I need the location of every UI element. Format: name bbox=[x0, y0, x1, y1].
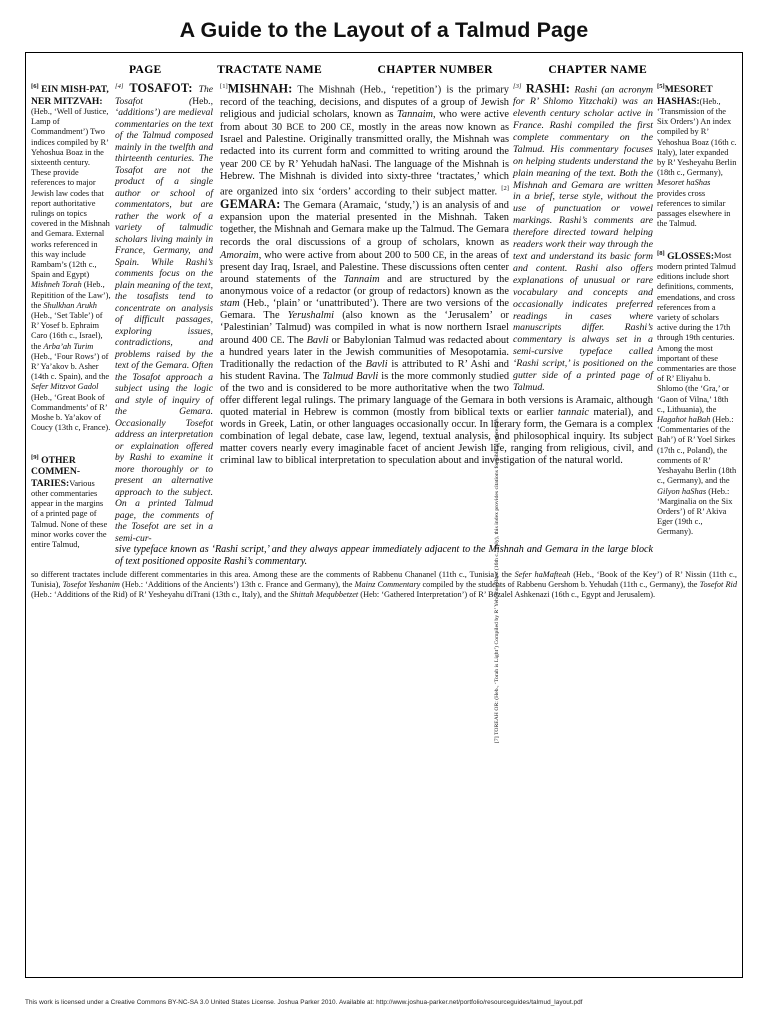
label-chapter-number: CHAPTER NUMBER bbox=[377, 63, 493, 76]
bottom-work-5: Shittah Mequbbetzet bbox=[290, 589, 359, 599]
tosafot-block bbox=[115, 81, 213, 544]
ein-mishpat-marker: [6] bbox=[31, 83, 39, 90]
mesoret-hashas-text bbox=[657, 81, 737, 229]
glosses-text bbox=[657, 247, 737, 537]
rashi-block bbox=[513, 81, 653, 394]
rashi-column bbox=[509, 81, 653, 394]
mesoret-hashas-heading: MESORET HASHAS: bbox=[657, 84, 713, 107]
glosses-work-2: Gilyon haShas bbox=[657, 486, 707, 496]
other-commentaries-block bbox=[31, 452, 111, 551]
tosafot-marker: [4] bbox=[115, 83, 124, 90]
header-labels bbox=[115, 57, 653, 76]
ein-mishpat-body-5: (Heb., ‘Great Book of Commandments’ of R’ Moshe b. Ya’akov of Coucy (13th c, France). bbox=[31, 392, 111, 433]
mishnah-tannaim-1: Tannaim bbox=[397, 108, 434, 120]
bottom-work-1: Sefer haMafteah bbox=[514, 569, 571, 579]
ein-mishpat-work-4: Sefer Mitzvot Gadol bbox=[31, 382, 99, 392]
mishnah-ce-2: CE bbox=[259, 158, 272, 169]
bottom-e: (Heb.: ‘Additions of the Rid) of R’ Yesheyahu diTrani (13th c., Italy), and the bbox=[31, 589, 291, 599]
gemara-amoraim: Amoraim bbox=[220, 249, 259, 261]
gemara-tannaim: Tannaim bbox=[343, 273, 380, 285]
gemara-tannaic: tannaic bbox=[557, 407, 590, 419]
other-commentaries-heading: OTHER COMMEN-TARIES: bbox=[31, 454, 81, 489]
rashi-marker: [3] bbox=[513, 83, 522, 90]
bottom-paragraph bbox=[31, 569, 737, 600]
tosafot-heading: TOSAFOT: bbox=[129, 81, 193, 96]
other-commentaries-body: Various other commentaries appear in the margins of a printed page of Talmud. None of these minor works cover the entire Talmud, bbox=[31, 478, 108, 549]
mishnah-p1-d: , mostly in the areas now known as Israel and Palestine. Originally transmitted orally, the Mishnah was redacted into its current form and committed to writing around the year 200 bbox=[220, 121, 509, 170]
gemara-t8: or Babylonian Talmud was redacted about a hundred years later in the Jewish communities of Mesopotamia. Traditionally the redaction of the bbox=[220, 334, 509, 370]
gemara-heading: GEMARA: bbox=[220, 197, 281, 212]
gemara-bavli-1: Bavli bbox=[306, 334, 329, 346]
tosafot-column bbox=[115, 81, 220, 544]
label-chapter-name: CHAPTER NAME bbox=[548, 63, 647, 76]
tosafot-tail-text: sive typeface known as ‘Rashi script,’ and they always appear immediately adjacent to the Mishnah and Gemara in the large block of text positioned opposite Rashi’s commentary. bbox=[115, 544, 653, 568]
gemara-yerushalmi: Yerushalmi bbox=[287, 309, 335, 321]
glosses-body-1: Most modern printed Talmud editions include short definitions, comments, emendations, and cross references from a variety of scholars active during the 17th through 19th centuries. Among the most important of these commentaries are those of R’ Eliyahu b. Shlomo (the ‘Gra,’ or ‘Gaon of Vilna,’ 18th c., Lithuania), the bbox=[657, 251, 737, 414]
glosses-body-2: (Heb.: ‘Commentaries of the Bah’) of R’ Yoel Sirkes (17th c., Poland), the comments of R’ Yeshayahu Berlin (18th c., Germany), and the bbox=[657, 415, 737, 486]
ein-mishpat-heading: EIN MISH-PAT, NER MITZVAH: bbox=[31, 84, 109, 107]
bottom-work-2: Tosefot Yeshanim bbox=[62, 579, 120, 589]
gemara-t10: is the more commonly studied of the two and is considered to be more authoritative when the two offer different legal rulings. The primary language of the Gemara in both versions is Aramaic, although quoted material in Hebrew is common (mostly from biblical texts or earlier bbox=[220, 371, 653, 419]
label-tractate-name: TRACTATE NAME bbox=[217, 63, 322, 76]
ein-mishpat-body-4: (Heb., ‘Four Rows’) of R’ Ya’akov b. Asher (14th c. Spain), and the bbox=[31, 351, 110, 382]
ein-mishpat-block bbox=[31, 81, 111, 434]
bottom-a: so different tractates include different commentaries in this area. Among these are the comments of Rabbenu Chananel (11th c., Tunisia), the bbox=[31, 569, 515, 579]
torah-or-vertical-text: [7] TOREAH OR: (Heb., ‘Torah is Light’) Compiled by R’ Yehoshua Boaz (16th c., Italy), this index provides citations for biblical references. bbox=[494, 416, 500, 743]
mishnah-ce-1: CE bbox=[340, 121, 352, 132]
bottom-b: (Heb., ‘Book of the Key’) of R’ Nissin (11th c., Tunisia), bbox=[31, 569, 737, 589]
tosafot-heb-abbrev: Heb. bbox=[192, 95, 211, 107]
ein-mishpat-work-3: Arba’ah Turim bbox=[43, 341, 94, 351]
gemara-t1: The Gemara (Aramaic, ‘study,’) is an analysis of and expansion upon the material presented in the Mishnah. Taken together, the Mishnah and Gemara make up the Talmud. The Gemara records the oral discussions of a group of scholars, known as bbox=[220, 200, 509, 248]
label-page: PAGE bbox=[129, 63, 162, 76]
rashi-heading: RASHI: bbox=[525, 81, 571, 96]
tosafot-text-b: , ‘additions’) are medieval commentaries on the text of the Talmud composed mainly in the twelfth and thirteenth centuries. The Tosafot are not the product of a single author or school of commentators, but are rather the work of a variety of talmudic scholars living mainly in France, Germany, and Spain. While Rashi’s comments focus on the plain meaning of the text, the tosafists tend to concentrate on analysis of difficult passages, exploring issues, contradictions, and problems raised by the text of the Gemara. Often the Tosafot approach a subject using the logic and style of inquiry of the Gemara. Occasionally Tosefot address an interpretation or explaination offered by Rashi to examine it more thoroughly or to present an alternative approach to the subject. On a printed Talmud page, the comments of the Tosefot are set in a semi-cur- bbox=[115, 95, 213, 544]
mishnah-heading: MISHNAH: bbox=[227, 81, 293, 96]
gemara-t5: (Heb., ‘plain’ or ‘unattributed’). There are two versions of the Gemara. The bbox=[220, 297, 509, 321]
gemara-ce-1: CE bbox=[432, 249, 445, 260]
license-footer: This work is licensed under a Creative Commons BY-NC-SA 3.0 United States License. Joshua Parker 2010. Available at: http://www.joshua-parker.net/portfolio/resourceguides/talmud_layout.pdf bbox=[25, 999, 583, 1006]
tosafot-tail-block bbox=[115, 544, 653, 568]
gemara-talmud-bavli: Talmud Bavli bbox=[322, 371, 379, 383]
glosses-work-1: Hagahot haBah bbox=[657, 415, 711, 425]
page-title: A Guide to the Layout of a Talmud Page bbox=[179, 18, 589, 42]
gemara-t3: , in the areas of present day Iraq, Israel, and Palestine. These discussions often center around statements of the bbox=[220, 249, 509, 285]
gemara-bavli-2: Bavli bbox=[365, 358, 388, 370]
page-content bbox=[25, 52, 743, 978]
other-commentaries-marker: [9] bbox=[31, 453, 39, 461]
rashi-text: Rashi (an acronym for R’ Shlomo Yitzchaki) was an eleventh century scholar active in France. Rashi compiled the first complete commentary on the Talmud. His commentary focuses on helping students understand the plain meaning of the text. Both the Mishnah and Gemara are written in a brief, terse style, without the use of punctuation or vowel markings. Rashi’s comments are therefore directed toward helping readers work their way through the text and understand its basic form and content. Rashi also offers explanations of unusual or rare vocabulary and concepts and occasionally indicates preferred readings in cases where manuscripts differ. Rashi’s commentary is always set in a semi-cursive typeface called ‘Rashi script,’ is positioned on the gutter side of a printed page of Talmud. bbox=[513, 84, 654, 393]
mesoret-hashas-marker: [5] bbox=[657, 83, 665, 90]
right-sidebar bbox=[653, 81, 737, 569]
gemara-t11: material), and words in Greek, Latin, or other languages occasionally occur. In literary form, the Gemara is a complex combination of legal debate, case law, legend, textual analysis, and philosophical inquiry. Its subject matter covers nearly every imaginable facet of ancient Jewish life, ranging from religious, civil, and criminal law to biblical interpretation to speculation about and investigation of the natural world. bbox=[220, 407, 654, 467]
mishnah-p1-c: to 200 bbox=[303, 121, 341, 133]
ein-mishpat-work-1: Mishneh Torah bbox=[31, 280, 82, 290]
gemara-stam: stam bbox=[220, 297, 240, 309]
right-sidebar-gap bbox=[657, 229, 737, 247]
gemara-t6: (also known as the ‘Jerusalem’ or ‘Palestinian’ Talmud) was compiled in what is now northern Israel around 400 bbox=[220, 309, 509, 346]
header-label-row bbox=[31, 57, 737, 81]
gemara-t9: is attributed to R’ Ashi and his student Ravina. The bbox=[220, 358, 509, 383]
bottom-f: (Heb: ‘Gathered Interpretation’) of R’ Bezalel Ashkenazi (16th c., Egypt and Jerusalem). bbox=[358, 589, 656, 599]
other-commentaries-text bbox=[31, 452, 111, 551]
tosafot-text-a: The Tosafot ( bbox=[115, 84, 213, 107]
mishnah-p1-a: The Mishnah (Heb., ‘repetition’) is the primary record of the teaching, decisions, and disputes of a group of Jewish religious and judicial scholars, known as bbox=[220, 84, 509, 120]
mishnah-marker: [1] bbox=[220, 83, 228, 90]
ein-mishpat-body-1: (Heb., ‘Well of Justice, Lamp of Commandment’) Two indices compiled by R’ Yehoshua Boaz in the sixteenth century. These provide references to major Jewish law codes that report authoritative rulings on topics covered in the Mishnah and Gemara. External works referenced in this way include Rambam’s (12th c., Spain and Egypt) bbox=[31, 107, 110, 280]
gemara-t4: and are structured by the anonymous voice of a redactor (or group of redactors) known as the bbox=[220, 273, 509, 297]
glosses-block bbox=[657, 247, 737, 537]
left-sidebar bbox=[31, 81, 115, 569]
gemara-marker: [2] bbox=[501, 184, 509, 192]
mesoret-hashas-work-1: Mesoret haShas bbox=[657, 178, 711, 188]
bottom-work-4: Tosefot Rid bbox=[699, 579, 737, 589]
torah-or-vertical-strip bbox=[490, 143, 505, 743]
ein-mishpat-body-2: (Heb., Repitition of the Law’), the bbox=[31, 280, 111, 310]
bottom-c: (Heb.: ‘Additions of the Ancients’) 13th c. France and Germany), the bbox=[119, 579, 355, 589]
mesoret-hashas-block bbox=[657, 81, 737, 229]
mishnah-bce-1: BCE bbox=[286, 121, 304, 132]
bottom-d: compiled by the students of Rabbenu Gershom b. Yehudah (11th c., Germany), the bbox=[420, 579, 700, 589]
glosses-body-3: (Heb.: ‘Marginalia on the Six Orders’) of R’ Akiva Eger (19th c., Germany). bbox=[657, 486, 733, 537]
ein-mishpat-text bbox=[31, 81, 111, 434]
ein-mishpat-work-2: Shulkhan Arukh bbox=[43, 300, 97, 310]
mesoret-hashas-body-2: provides cross references to similar passages elsewhere in the Talmud. bbox=[657, 188, 731, 229]
ein-mishpat-body-3: (Heb., ‘Set Table’) of R’ Yosef b. Ephraim Caro (16th c., Israel), the bbox=[31, 311, 103, 351]
gemara-ce-2: CE bbox=[270, 334, 282, 345]
mishnah-p1-e: by R’ Yehudah haNasi. The language of the Mishnah is Hebrew. The Mishnah is divided into sixty-three ‘tractates,’ which are organized into six ‘orders’ according to their subject matter. bbox=[220, 158, 509, 198]
sidebar-gap bbox=[31, 434, 111, 452]
glosses-marker: [8] bbox=[657, 249, 665, 257]
bottom-work-3: Mainz Commentary bbox=[354, 579, 421, 589]
gemara-t7: . The bbox=[281, 334, 307, 346]
mesoret-hashas-body-1: (Heb., ‘Transmission of the Six Orders’) An index compiled by R’ Yehoshua Boaz (16th c. Italy), later expanded by R’ Yesheyahu Berlin (18th c., Germany), bbox=[657, 96, 737, 178]
mishnah-p1-b: , who were active from about 30 bbox=[220, 108, 509, 133]
glosses-heading: GLOSSES: bbox=[667, 250, 715, 262]
gemara-t2: , who were active from about 200 to 500 bbox=[258, 249, 433, 261]
